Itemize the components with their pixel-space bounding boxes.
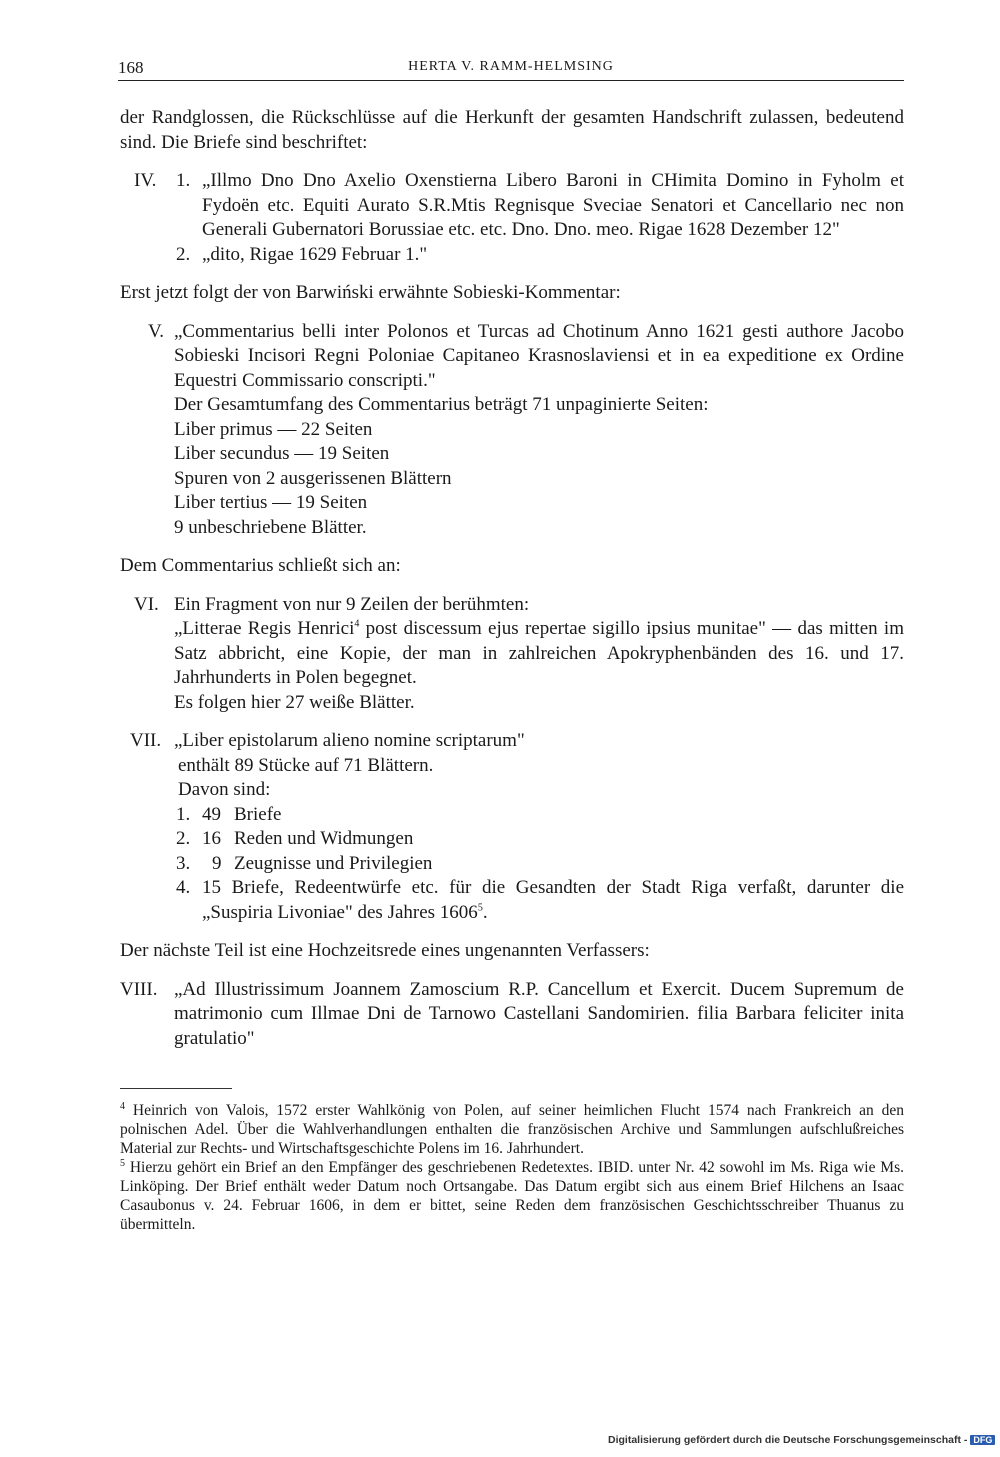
- footnote-number: 4: [120, 1100, 125, 1112]
- item-count: 15: [202, 877, 221, 898]
- section-v: [120, 320, 904, 541]
- section-iv-item-2-text: „dito, Rigae 1629 Februar 1.": [202, 243, 428, 265]
- section-vii-label: VII.: [130, 730, 162, 751]
- dfg-logo: DFG: [970, 1435, 995, 1445]
- footnote-4: [120, 1101, 904, 1158]
- section-vii: [120, 729, 904, 925]
- section-vii-line-3: Davon sind:: [178, 779, 271, 800]
- page-number: 168: [118, 58, 144, 77]
- section-v-line: Spuren von 2 ausgerissenen Blättern: [174, 467, 452, 489]
- section-iv-label: IV.: [134, 170, 157, 191]
- transition-paragraph-1: Erst jetzt folgt der von Barwiński erwähnte Sobieski-Kommentar:: [120, 282, 621, 303]
- section-vii-item-4: [174, 876, 904, 925]
- section-vii-item: [174, 852, 904, 877]
- section-viii-label: VIII.: [120, 978, 158, 1000]
- item-text: Briefe: [234, 803, 282, 825]
- footnote-text: Heinrich von Valois, 1572 erster Wahlkönig von Polen, auf seiner heimlichen Flucht 1574 nach Frankreich an den polnischen Adel. Über die Wahlverhandlungen enthalten die französischen Archive und Sammlungen aufschlußreiches Material zur Rechts- und Wirtschaftsgeschichte Polens im 16. Jahrhundert.: [120, 1102, 904, 1157]
- item-text: Reden und Widmungen: [234, 828, 414, 849]
- section-viii: [120, 978, 904, 1052]
- section-vi-quote-rest: post discessum ejus repertae sigillo ipsius munitae" — das mitten im Satz abbricht, eine Kopie, der man in zahlreichen Apokryphenbänden des 16. und 17. Jahrhunderts in Polen begegnet.: [174, 618, 904, 688]
- item-text: Briefe, Redeentwürfe etc. für die Gesandten der Stadt Riga verfaßt, darunter die „Suspiria Livoniae" des Jahres 1606: [202, 877, 904, 923]
- transition-paragraph-2: Dem Commentarius schließt sich an:: [120, 555, 401, 576]
- section-vi-quote-start: „Litterae Regis Henrici: [174, 618, 355, 639]
- section-v-line: Liber primus — 22 Seiten: [174, 418, 373, 440]
- footnotes: [120, 1101, 904, 1234]
- section-v-label: V.: [148, 320, 165, 342]
- section-vi-line-last: Es folgen hier 27 weiße Blätter.: [174, 691, 415, 713]
- item-count: 9: [212, 852, 222, 874]
- section-iv-item-1-text: „Illmo Dno Dno Axelio Oxenstierna Libero Baroni in CHimita Domino in Fyholm et Fydoën etc. Equiti Aurato S.R.Mtis Regnisque Sveciae Senatori et Cancellario nec non Generali Gubernatori Borussiae etc. etc. Dno. Dno. meo. Rigae 1628 Dezember 12": [202, 170, 904, 240]
- footnote-5: [120, 1158, 904, 1234]
- funding-note: [608, 1434, 995, 1446]
- section-vii-item: [174, 803, 904, 828]
- section-vi-line-1: Ein Fragment von nur 9 Zeilen der berühmten:: [174, 593, 530, 615]
- section-iv-item-2: [120, 243, 904, 268]
- item-number: 2.: [176, 243, 191, 265]
- section-viii-text: „Ad Illustrissimum Joannem Zamoscium R.P. Cancellum et Exercit. Ducem Supremum de matrimonio cum Illmae Dni de Tarnowo Castellani Sandomirien. filia Barbara feliciter inita gratulatio": [174, 978, 904, 1049]
- funding-note-text: Digitalisierung gefördert durch die Deutsche Forschungsgemeinschaft -: [608, 1434, 968, 1446]
- section-vii-item-4-text: 15 Briefe, Redeentwürfe etc. für die Gesandten der Stadt Riga verfaßt, darunter die „Suspiria Livoniae" des Jahres 1606$^5$.: [202, 877, 904, 923]
- item-number: 3.: [176, 852, 191, 874]
- footnote-ref-4: 4: [354, 618, 360, 630]
- section-v-line: Der Gesamtumfang des Commentarius beträgt 71 unpaginierte Seiten:: [174, 394, 709, 415]
- footnote-divider: [120, 1088, 232, 1089]
- item-count: 49: [202, 803, 221, 825]
- section-iv-item-1: [120, 169, 904, 243]
- item-number: 2.: [176, 828, 191, 849]
- section-vi-quote: [174, 617, 904, 691]
- transition-paragraph-3: Der nächste Teil ist eine Hochzeitsrede eines ungenannten Verfassers:: [120, 940, 650, 961]
- running-header: [118, 58, 904, 81]
- footnote-number: 5: [120, 1157, 125, 1169]
- footnote-ref-5: 5: [477, 902, 483, 914]
- item-text: Zeugnisse und Privilegien: [234, 852, 433, 874]
- section-v-line: Liber secundus — 19 Seiten: [174, 443, 390, 464]
- section-v-line: 9 unbeschriebene Blätter.: [174, 516, 367, 538]
- item-count: 16: [202, 828, 221, 849]
- main-text: [120, 106, 904, 1051]
- section-vii-line-2: enthält 89 Stücke auf 71 Blättern.: [178, 754, 434, 776]
- section-vi: [120, 593, 904, 716]
- section-vii-title: „Liber epistolarum alieno nomine scriptarum": [174, 730, 525, 751]
- running-title: HERTA V. RAMM-HELMSING: [408, 59, 614, 74]
- section-v-line: Liber tertius — 19 Seiten: [174, 492, 368, 513]
- footnote-text: Hierzu gehört ein Brief an den Empfänger des geschriebenen Redetextes. IBID. unter Nr. 42 sowohl im Ms. Riga wie Ms. Linköping. Der Brief enthält weder Datum noch Ortsangabe. Das Datum ergibt sich aus einem Brief Hilchens an Isaac Casaubonus v. 24. Februar 1606, in dem er bittet, seine Reden dem französischen Geschichtsschreiber Thuanus zu übermitteln.: [120, 1159, 904, 1233]
- item-number: 4.: [176, 877, 191, 898]
- item-number: 1.: [176, 170, 191, 191]
- intro-paragraph: der Randglossen, die Rückschlüsse auf die Herkunft der gesamten Handschrift zulassen, bedeutend sind. Die Briefe sind beschriftet:: [120, 107, 904, 153]
- item-number: 1.: [176, 803, 191, 825]
- section-vii-item: [174, 827, 904, 852]
- section-v-title: „Commentarius belli inter Polonos et Turcas ad Chotinum Anno 1621 gesti authore Jacobo Sobieski Incisori Regni Poloniae Capitaneo Krasnoslaviensi et in ea expeditione ex Ordine Equestri Commissario conscripti.": [174, 320, 904, 391]
- section-vi-label: VI.: [134, 593, 159, 615]
